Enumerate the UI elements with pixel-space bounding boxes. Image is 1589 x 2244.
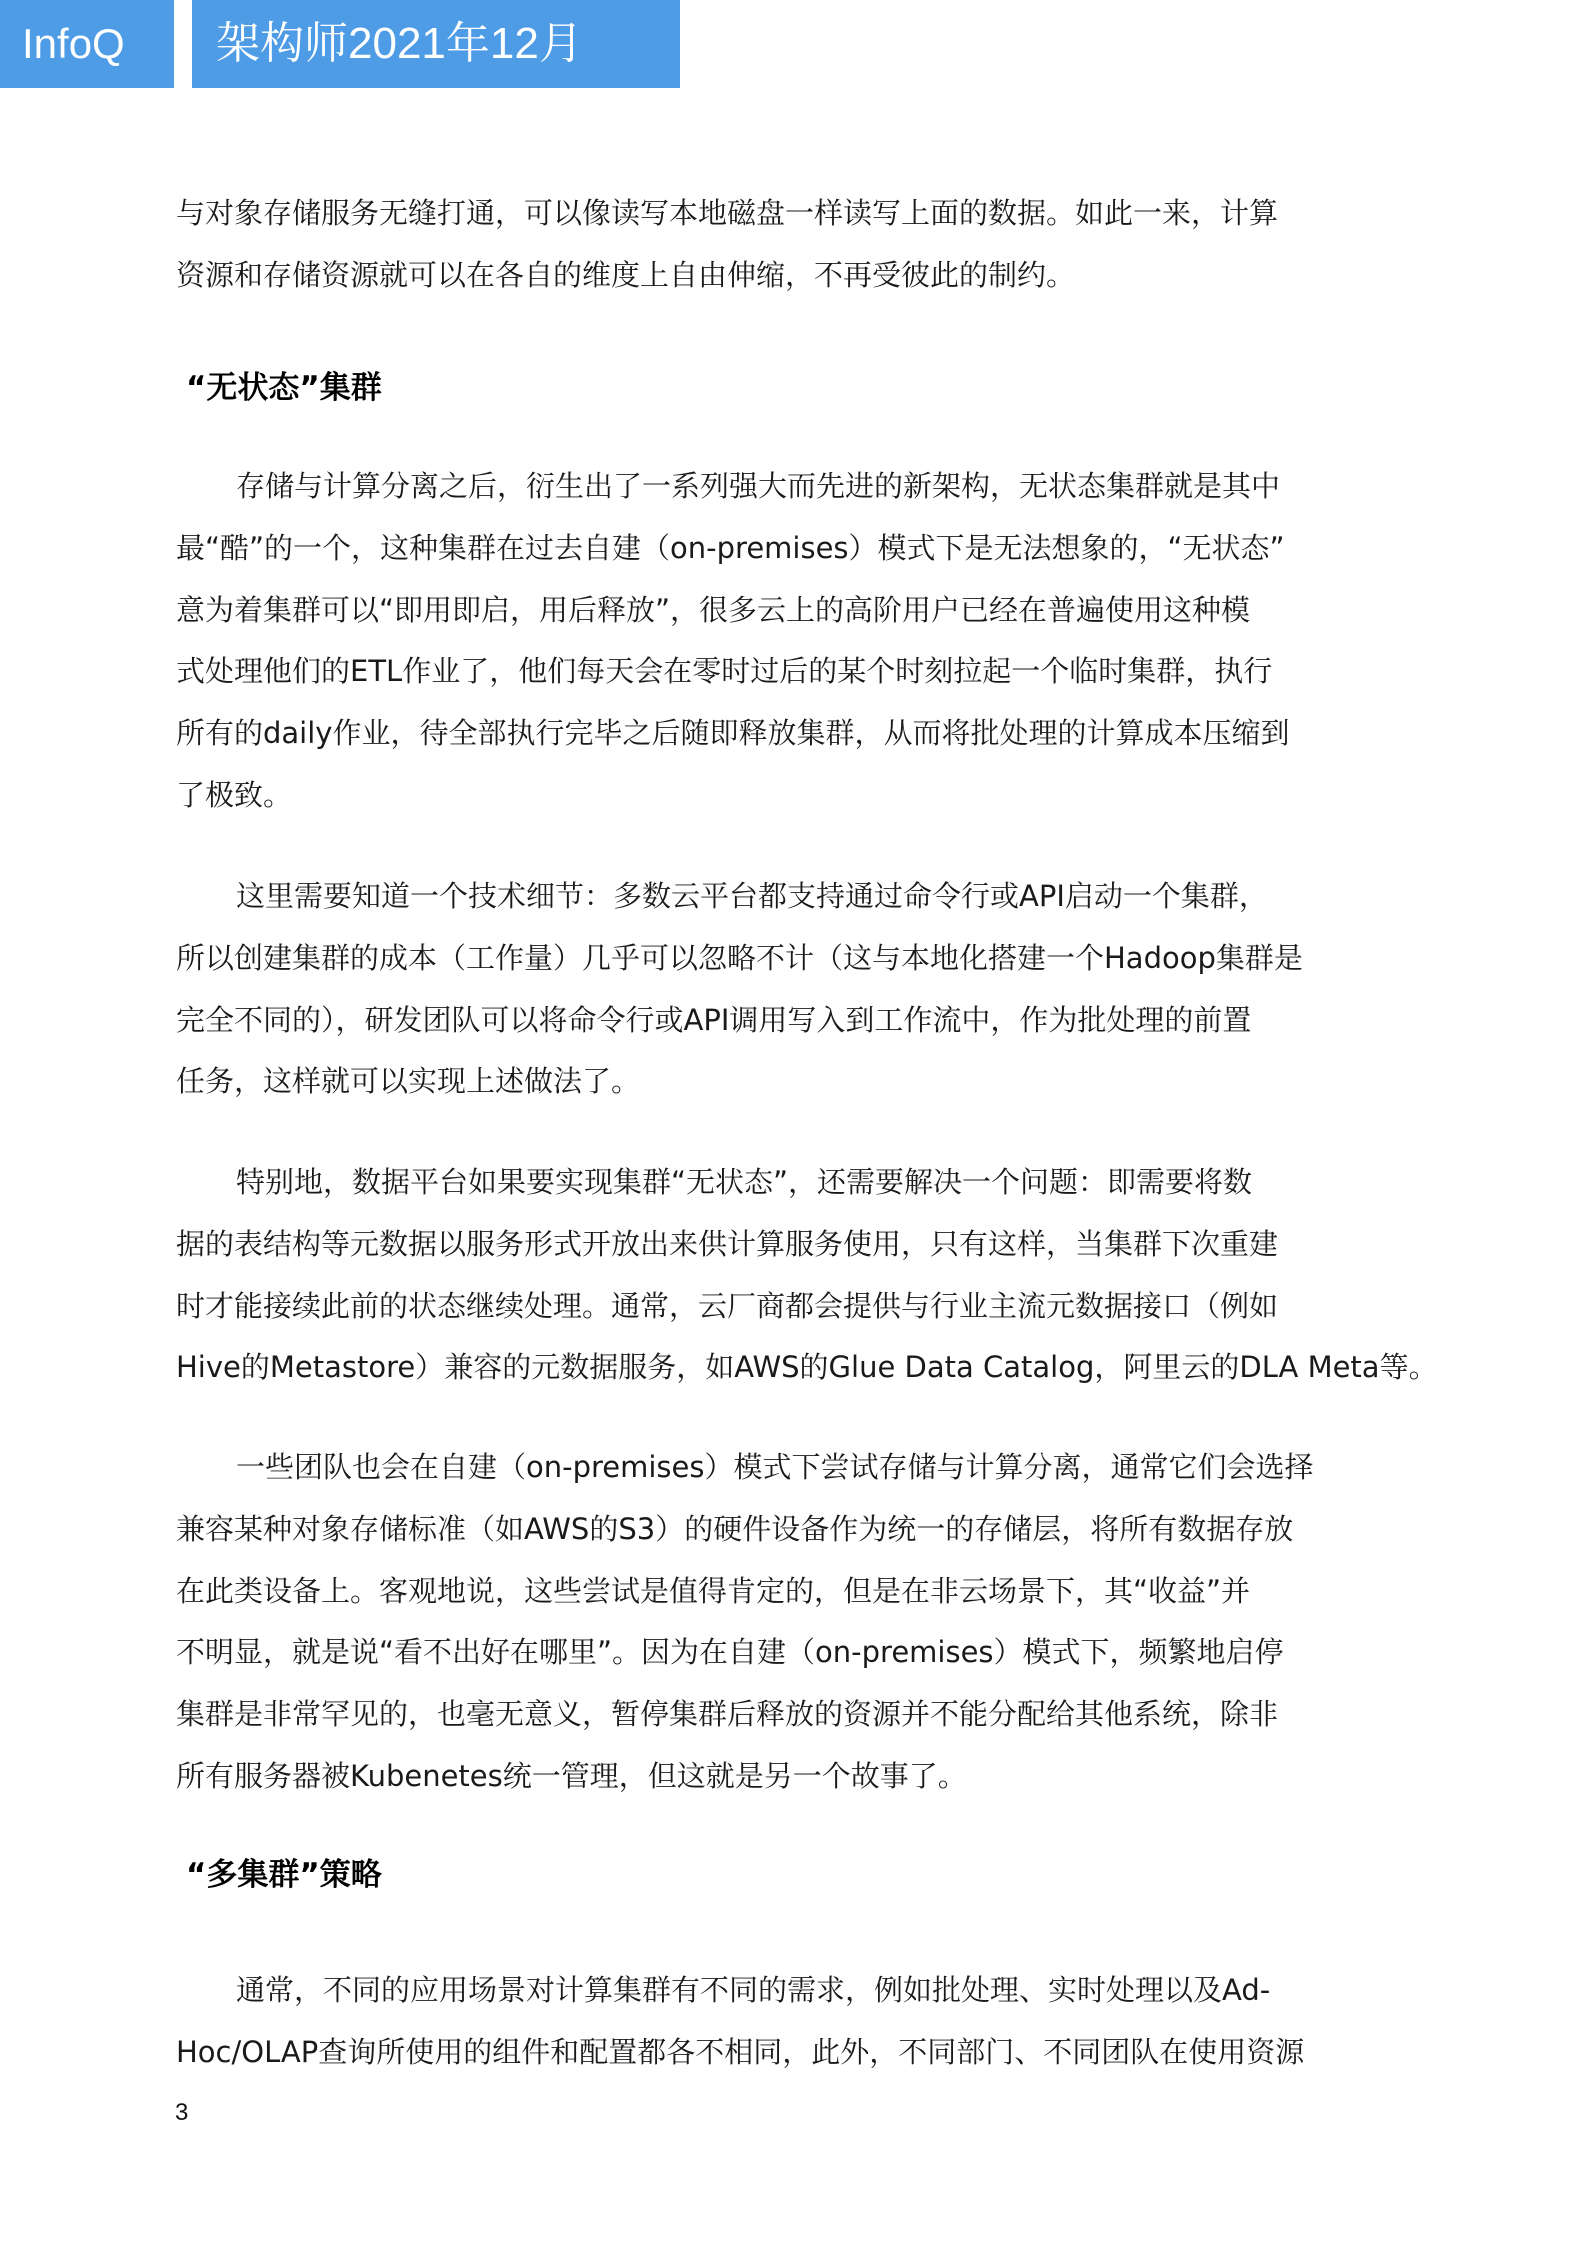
text-line: 不明显，就是说“看不出好在哪里”。因为在自建（on-premises）模式下，频繁地启停 <box>176 1635 1284 1670</box>
section-heading-multi-cluster: “多集群”策略 <box>186 1857 382 1893</box>
text-line: 与对象存储服务无缝打通，可以像读写本地磁盘一样读写上面的数据。如此一来，计算 <box>176 196 1279 230</box>
text-line: 一些团队也会在自建（on-premises）模式下尝试存储与计算分离，通常它们会选择 <box>236 1450 1314 1484</box>
section-heading-stateless-cluster: “无状态”集群 <box>186 370 382 406</box>
text-line: 特别地，数据平台如果要实现集群“无状态”，还需要解决一个问题：即需要将数 <box>236 1165 1253 1199</box>
text-line: 所有服务器被Kubenetes统一管理，但这就是另一个故事了。 <box>176 1758 967 1793</box>
paragraph <box>176 1152 1438 1399</box>
brand-label: InfoQ <box>0 0 174 88</box>
page-number: 3 <box>175 2099 189 2126</box>
text-line: 时才能接续此前的状态继续处理。通常，云厂商都会提供与行业主流元数据接口（例如 <box>176 1288 1279 1323</box>
text-line: 存储与计算分离之后，衍生出了一系列强大而先进的新架构，无状态集群就是其中 <box>236 469 1281 503</box>
text-line: 完全不同的），研发团队可以将命令行或API调用写入到工作流中，作为批处理的前置 <box>176 1002 1252 1037</box>
text-line: 所以创建集群的成本（工作量）几乎可以忽略不计（这与本地化搭建一个Hadoop集群是 <box>176 940 1303 975</box>
text-line: 在此类设备上。客观地说，这些尝试是值得肯定的，但是在非云场景下，其“收益”并 <box>176 1573 1251 1608</box>
text-line: Hive的Metastore）兼容的元数据服务，如AWS的Glue Data Catalog，阿里云的DLA Meta等。 <box>176 1350 1438 1385</box>
text-line: 任务，这样就可以实现上述做法了。 <box>176 1064 641 1099</box>
text-line: 了极致。 <box>176 777 293 812</box>
text-line: 所有的daily作业，待全部执行完毕之后随即释放集群，从而将批处理的计算成本压缩到 <box>176 716 1290 751</box>
text-line: 集群是非常罕见的，也毫无意义，暂停集群后释放的资源并不能分配给其他系统，除非 <box>176 1697 1279 1732</box>
text-line: 式处理他们的ETL作业了，他们每天会在零时过后的某个时刻拉起一个临时集群，执行 <box>176 654 1273 689</box>
text-line: 这里需要知道一个技术细节：多数云平台都支持通过命令行或API启动一个集群， <box>236 879 1268 913</box>
paragraph <box>176 456 1416 827</box>
paragraph <box>176 1437 1416 1808</box>
text-line: 最“酷”的一个，这种集群在过去自建（on-premises）模式下是无法想象的，“无状态” <box>176 530 1285 565</box>
issue-title: 架构师2021年12月 <box>192 0 680 88</box>
text-line: 意为着集群可以“即用即启，用后释放”，很多云上的高阶用户已经在普遍使用这种模 <box>176 592 1251 627</box>
text-line: 通常，不同的应用场景对计算集群有不同的需求，例如批处理、实时处理以及Ad- <box>236 1973 1271 2007</box>
text-line: Hoc/OLAP查询所使用的组件和配置都各不相同，此外，不同部门、不同团队在使用资源 <box>176 2034 1305 2069</box>
text-line: 兼容某种对象存储标准（如AWS的S3）的硬件设备作为统一的存储层，将所有数据存放 <box>176 1511 1294 1546</box>
text-line: 据的表结构等元数据以服务形式开放出来供计算服务使用，只有这样，当集群下次重建 <box>176 1226 1279 1261</box>
paragraph <box>176 1960 1416 2084</box>
intro-paragraph <box>176 183 1416 307</box>
paragraph <box>176 866 1416 1113</box>
text-line: 资源和存储资源就可以在各自的维度上自由伸缩，不再受彼此的制约。 <box>176 257 1076 292</box>
